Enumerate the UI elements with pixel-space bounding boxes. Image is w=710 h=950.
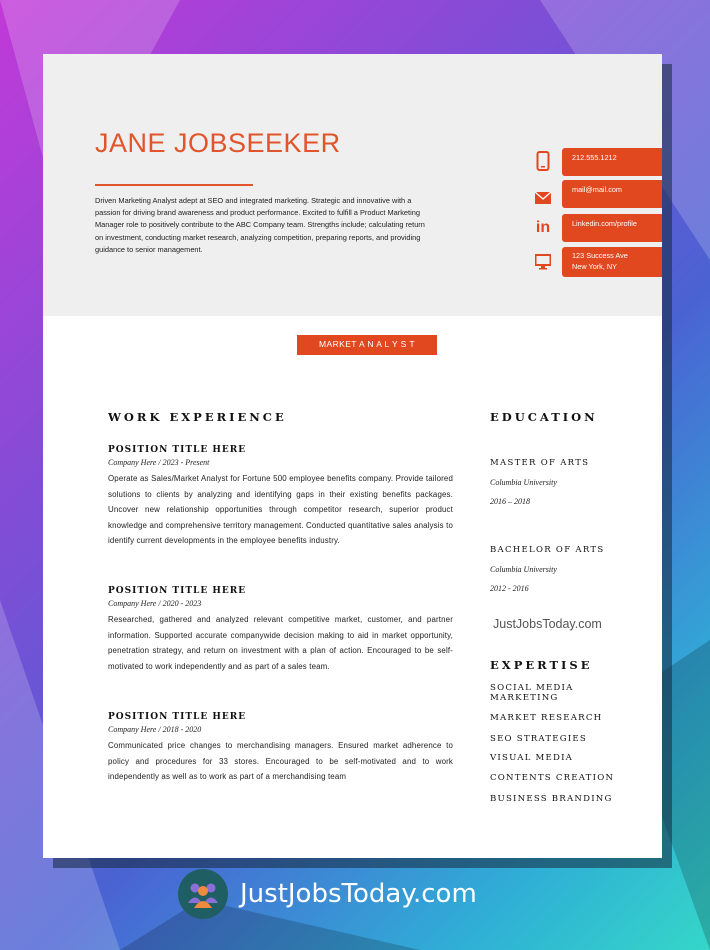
resume-page <box>43 54 662 858</box>
contact-email[interactable] <box>562 180 662 208</box>
contact-linkedin[interactable] <box>562 214 662 242</box>
degree-name: BACHELOR OF ARTS <box>490 545 605 555</box>
contact-address-line1: 123 Success Ave <box>572 251 628 260</box>
contact-address <box>562 247 662 277</box>
expertise-item: VISUAL MEDIA <box>490 753 574 763</box>
job-company: Company Here / 2020 - 2023 <box>108 599 202 608</box>
expertise-item: MARKET RESEARCH <box>490 713 603 723</box>
job-description: Researched, gathered and analyzed relevant competitive market, customer, and partner information. Supported accurate companywide decision making to aid in market opportunity, penetration strategy, and return on investment with a plan of action. Encouraged to be self-motivated to work independently and as part of a sales team. <box>108 615 453 671</box>
education-heading: EDUCATION <box>490 410 598 424</box>
people-group-icon <box>178 869 228 919</box>
school-name: Columbia University <box>490 478 557 487</box>
contact-phone-text: 212.555.1212 <box>572 153 617 162</box>
job-description: Communicated price changes to merchandising managers. Ensured market adherence to policy and procedures for 33 stores. Encouraged to be self-motivated and to work independently as well as to work as part of a merchandising team <box>108 741 453 782</box>
job-entry-2 <box>108 586 453 674</box>
job-entry-3 <box>108 712 453 785</box>
summary-text: Driven Marketing Analyst adept at SEO and integrated marketing. Strategic and innovative with a passion for driving brand awareness and product performance. Excited to fulfill a Product Marketing Manager role to positively contribute to the ABC Company team. Strengths include; calculating return on investment, conducting market research, analyzing competition, preparing reports, and providing guidance to senior management. <box>95 196 425 254</box>
expertise-item: SOCIAL MEDIA MARKETING <box>490 683 574 703</box>
job-title: POSITION TITLE HERE <box>108 586 247 596</box>
footer-branding[interactable] <box>178 868 477 920</box>
degree-name: MASTER OF ARTS <box>490 458 590 468</box>
work-experience-heading: WORK EXPERIENCE <box>108 410 287 424</box>
contact-phone[interactable] <box>562 148 662 176</box>
mail-icon <box>532 187 554 209</box>
education-years: 2012 - 2016 <box>490 584 529 593</box>
job-company: Company Here / 2018 - 2020 <box>108 725 202 734</box>
education-entry-2 <box>490 545 630 593</box>
candidate-name: JANE JOBSEEKER <box>95 128 341 158</box>
education-years: 2016 – 2018 <box>490 497 530 506</box>
address-icon <box>532 251 554 273</box>
job-title: POSITION TITLE HERE <box>108 445 247 455</box>
watermark-text: JustJobsToday.com <box>493 617 602 631</box>
contact-email-text: mail@mail.com <box>572 185 622 194</box>
role-banner: MARKET A N A L Y S T <box>297 335 437 355</box>
education-entry-1 <box>490 458 630 506</box>
linkedin-icon: in <box>535 219 551 236</box>
contact-linkedin-text: Linkedin.com/profile <box>572 219 637 228</box>
name-underline <box>95 184 253 186</box>
job-title: POSITION TITLE HERE <box>108 712 247 722</box>
job-description: Operate as Sales/Market Analyst for Fortune 500 employee benefits company. Provide tailored solutions to clients by analyzing and identifying gaps in their existing benefits packages. Uncover new relationship opportunities through competitor research, superior product knowledge and comprehensive territory management. Conducted quantitative sales analysis to identify current developments in the employee benefits industry. <box>108 474 453 546</box>
expertise-item: BUSINESS BRANDING <box>490 794 613 804</box>
contact-address-line2: New York, NY <box>572 262 618 271</box>
expertise-heading: EXPERTISE <box>490 658 593 672</box>
expertise-item: SEO STRATEGIES <box>490 734 587 744</box>
phone-icon <box>532 150 554 172</box>
expertise-item: CONTENTS CREATION <box>490 773 615 783</box>
footer-brand-text: JustJobsToday.com <box>240 879 477 909</box>
school-name: Columbia University <box>490 565 557 574</box>
job-company: Company Here / 2023 - Present <box>108 458 210 467</box>
job-entry-1 <box>108 445 453 549</box>
